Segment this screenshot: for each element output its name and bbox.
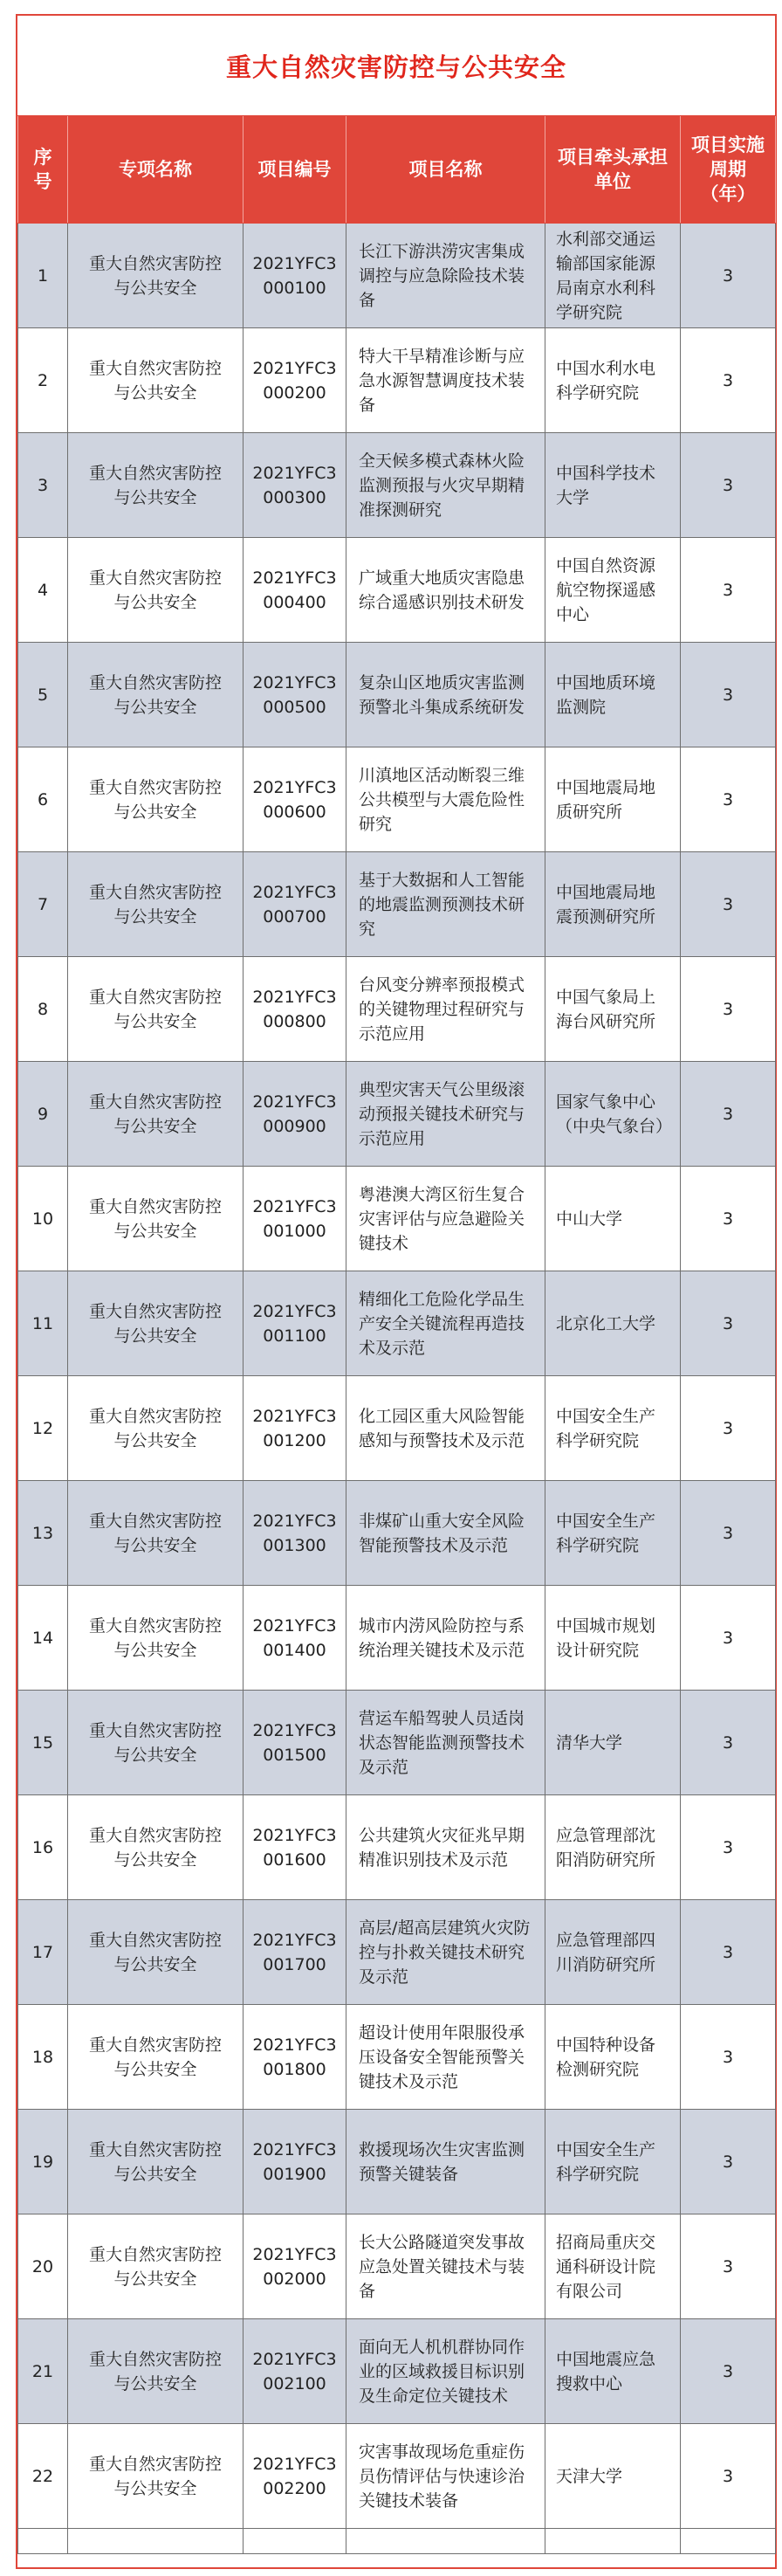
table-row [18,328,776,433]
cell-no: 21 [18,2319,68,2424]
cell-name: 台风变分辨率预报模式的关键物理过程研究与示范应用 [346,957,545,1062]
cell-name: 城市内涝风险防控与系统治理关键技术及示范 [346,1586,545,1691]
table-header [18,116,776,224]
cell-name: 川滇地区活动断裂三维公共模型与大震危险性研究 [346,747,545,852]
empty-row [18,2529,776,2554]
table-row [18,1167,776,1271]
cell-category: 重大自然灾害防控与公共安全 [68,1167,244,1271]
empty-cell [545,2529,681,2554]
cell-period: 3 [681,1691,776,1795]
header-category: 专项名称 [68,116,244,224]
cell-period: 3 [681,1481,776,1586]
cell-category: 重大自然灾害防控与公共安全 [68,643,244,747]
cell-name: 典型灾害天气公里级滚动预报关键技术研究与示范应用 [346,1062,545,1167]
cell-code: 2021YFC3001400 [244,1586,346,1691]
cell-no: 6 [18,747,68,852]
cell-name: 粤港澳大湾区衍生复合灾害评估与应急避险关键技术 [346,1167,545,1271]
cell-org: 中国地震局地震预测研究所 [545,852,681,957]
cell-name: 全天候多模式森林火险监测预报与火灾早期精准探测研究 [346,433,545,538]
cell-org: 中国安全生产科学研究院 [545,2110,681,2214]
table-row [18,1376,776,1481]
cell-code: 2021YFC3000100 [244,224,346,328]
cell-org: 中国安全生产科学研究院 [545,1481,681,1586]
cell-org: 水利部交通运输部国家能源局南京水利科学研究院 [545,224,681,328]
cell-name: 广域重大地质灾害隐患综合遥感识别技术研发 [346,538,545,643]
table-row [18,2005,776,2110]
cell-no: 19 [18,2110,68,2214]
cell-period: 3 [681,1062,776,1167]
header-no: 序号 [18,116,68,224]
cell-period: 3 [681,1586,776,1691]
empty-cell [681,2529,776,2554]
cell-org: 北京化工大学 [545,1271,681,1376]
cell-no: 13 [18,1481,68,1586]
page-title: 重大自然灾害防控与公共安全 [225,52,566,82]
header-period: 项目实施周期（年） [681,116,776,224]
cell-org: 中国安全生产科学研究院 [545,1376,681,1481]
cell-name: 营运车船驾驶人员适岗状态智能监测预警技术及示范 [346,1691,545,1795]
cell-code: 2021YFC3000300 [244,433,346,538]
cell-code: 2021YFC3001100 [244,1271,346,1376]
header-org: 项目牵头承担单位 [545,116,681,224]
cell-code: 2021YFC3000900 [244,1062,346,1167]
table-row [18,1271,776,1376]
cell-no: 9 [18,1062,68,1167]
cell-category: 重大自然灾害防控与公共安全 [68,538,244,643]
cell-code: 2021YFC3001000 [244,1167,346,1271]
table-row [18,2214,776,2319]
cell-no: 1 [18,224,68,328]
cell-name: 灾害事故现场危重症伤员伤情评估与快速诊治关键技术装备 [346,2424,545,2529]
cell-org: 中国水利水电科学研究院 [545,328,681,433]
table-row [18,1795,776,1900]
cell-org: 中国地震应急搜救中心 [545,2319,681,2424]
cell-period: 3 [681,747,776,852]
cell-org: 中国特种设备检测研究院 [545,2005,681,2110]
table-row [18,957,776,1062]
cell-no: 7 [18,852,68,957]
cell-name: 复杂山区地质灾害监测预警北斗集成系统研发 [346,643,545,747]
cell-name: 高层/超高层建筑火灾防控与扑救关键技术研究及示范 [346,1900,545,2005]
table-row [18,747,776,852]
cell-name: 基于大数据和人工智能的地震监测预测技术研究 [346,852,545,957]
header-row [18,116,776,224]
cell-period: 3 [681,1795,776,1900]
cell-category: 重大自然灾害防控与公共安全 [68,328,244,433]
cell-name: 超设计使用年限服役承压设备安全智能预警关键技术及示范 [346,2005,545,2110]
cell-period: 3 [681,224,776,328]
document-sheet [16,14,777,2569]
cell-no: 3 [18,433,68,538]
cell-name: 非煤矿山重大安全风险智能预警技术及示范 [346,1481,545,1586]
cell-code: 2021YFC3002100 [244,2319,346,2424]
cell-code: 2021YFC3000500 [244,643,346,747]
cell-no: 2 [18,328,68,433]
cell-no: 22 [18,2424,68,2529]
table-row [18,2110,776,2214]
table-row [18,1900,776,2005]
cell-name: 化工园区重大风险智能感知与预警技术及示范 [346,1376,545,1481]
table-row [18,1586,776,1691]
table-row [18,852,776,957]
table-row [18,1062,776,1167]
cell-no: 11 [18,1271,68,1376]
cell-period: 3 [681,538,776,643]
cell-period: 3 [681,1900,776,2005]
cell-period: 3 [681,433,776,538]
table-row [18,538,776,643]
cell-category: 重大自然灾害防控与公共安全 [68,433,244,538]
cell-no: 16 [18,1795,68,1900]
cell-org: 应急管理部四川消防研究所 [545,1900,681,2005]
cell-category: 重大自然灾害防控与公共安全 [68,2319,244,2424]
cell-org: 中国自然资源航空物探遥感中心 [545,538,681,643]
cell-category: 重大自然灾害防控与公共安全 [68,1271,244,1376]
table-row [18,2319,776,2424]
cell-no: 5 [18,643,68,747]
cell-org: 中国城市规划设计研究院 [545,1586,681,1691]
cell-no: 4 [18,538,68,643]
table-row [18,433,776,538]
cell-name: 长江下游洪涝灾害集成调控与应急除险技术装备 [346,224,545,328]
cell-code: 2021YFC3001500 [244,1691,346,1795]
cell-code: 2021YFC3001300 [244,1481,346,1586]
cell-category: 重大自然灾害防控与公共安全 [68,1481,244,1586]
cell-category: 重大自然灾害防控与公共安全 [68,2110,244,2214]
cell-code: 2021YFC3001800 [244,2005,346,2110]
cell-category: 重大自然灾害防控与公共安全 [68,957,244,1062]
cell-category: 重大自然灾害防控与公共安全 [68,747,244,852]
cell-no: 8 [18,957,68,1062]
table-row [18,224,776,328]
cell-period: 3 [681,1167,776,1271]
cell-code: 2021YFC3001200 [244,1376,346,1481]
cell-org: 国家气象中心（中央气象台） [545,1062,681,1167]
cell-org: 应急管理部沈阳消防研究所 [545,1795,681,1900]
cell-period: 3 [681,2110,776,2214]
title-bar [17,16,775,116]
cell-no: 14 [18,1586,68,1691]
cell-code: 2021YFC3000800 [244,957,346,1062]
cell-category: 重大自然灾害防控与公共安全 [68,1900,244,2005]
cell-category: 重大自然灾害防控与公共安全 [68,1586,244,1691]
cell-no: 15 [18,1691,68,1795]
table-row [18,2424,776,2529]
cell-name: 精细化工危险化学品生产安全关键流程再造技术及示范 [346,1271,545,1376]
cell-period: 3 [681,1271,776,1376]
cell-category: 重大自然灾害防控与公共安全 [68,224,244,328]
table-row [18,1481,776,1586]
cell-category: 重大自然灾害防控与公共安全 [68,2424,244,2529]
cell-code: 2021YFC3000600 [244,747,346,852]
cell-name: 公共建筑火灾征兆早期精准识别技术及示范 [346,1795,545,1900]
cell-org: 中国科学技术大学 [545,433,681,538]
cell-period: 3 [681,2319,776,2424]
cell-code: 2021YFC3001900 [244,2110,346,2214]
empty-cell [244,2529,346,2554]
cell-no: 20 [18,2214,68,2319]
cell-period: 3 [681,2424,776,2529]
cell-org: 中国气象局上海台风研究所 [545,957,681,1062]
cell-code: 2021YFC3002000 [244,2214,346,2319]
cell-no: 12 [18,1376,68,1481]
cell-code: 2021YFC3000700 [244,852,346,957]
project-table [17,116,776,2554]
table-body [18,224,776,2554]
table-row [18,1691,776,1795]
cell-org: 清华大学 [545,1691,681,1795]
cell-category: 重大自然灾害防控与公共安全 [68,852,244,957]
cell-no: 18 [18,2005,68,2110]
cell-org: 天津大学 [545,2424,681,2529]
empty-cell [18,2529,68,2554]
cell-category: 重大自然灾害防控与公共安全 [68,1691,244,1795]
cell-period: 3 [681,643,776,747]
cell-period: 3 [681,852,776,957]
cell-category: 重大自然灾害防控与公共安全 [68,1795,244,1900]
cell-category: 重大自然灾害防控与公共安全 [68,2214,244,2319]
cell-period: 3 [681,2005,776,2110]
cell-category: 重大自然灾害防控与公共安全 [68,2005,244,2110]
cell-code: 2021YFC3001700 [244,1900,346,2005]
cell-org: 中山大学 [545,1167,681,1271]
cell-category: 重大自然灾害防控与公共安全 [68,1062,244,1167]
cell-org: 招商局重庆交通科研设计院有限公司 [545,2214,681,2319]
cell-name: 长大公路隧道突发事故应急处置关键技术与装备 [346,2214,545,2319]
cell-period: 3 [681,328,776,433]
empty-cell [68,2529,244,2554]
cell-code: 2021YFC3001600 [244,1795,346,1900]
cell-period: 3 [681,1376,776,1481]
cell-no: 17 [18,1900,68,2005]
empty-cell [346,2529,545,2554]
cell-code: 2021YFC3002200 [244,2424,346,2529]
cell-name: 面向无人机机群协同作业的区域救援目标识别及生命定位关键技术 [346,2319,545,2424]
cell-code: 2021YFC3000400 [244,538,346,643]
cell-code: 2021YFC3000200 [244,328,346,433]
cell-no: 10 [18,1167,68,1271]
cell-name: 救援现场次生灾害监测预警关键装备 [346,2110,545,2214]
header-name: 项目名称 [346,116,545,224]
header-code: 项目编号 [244,116,346,224]
cell-org: 中国地质环境监测院 [545,643,681,747]
cell-period: 3 [681,2214,776,2319]
table-row [18,643,776,747]
cell-org: 中国地震局地质研究所 [545,747,681,852]
cell-category: 重大自然灾害防控与公共安全 [68,1376,244,1481]
cell-name: 特大干旱精准诊断与应急水源智慧调度技术装备 [346,328,545,433]
cell-period: 3 [681,957,776,1062]
